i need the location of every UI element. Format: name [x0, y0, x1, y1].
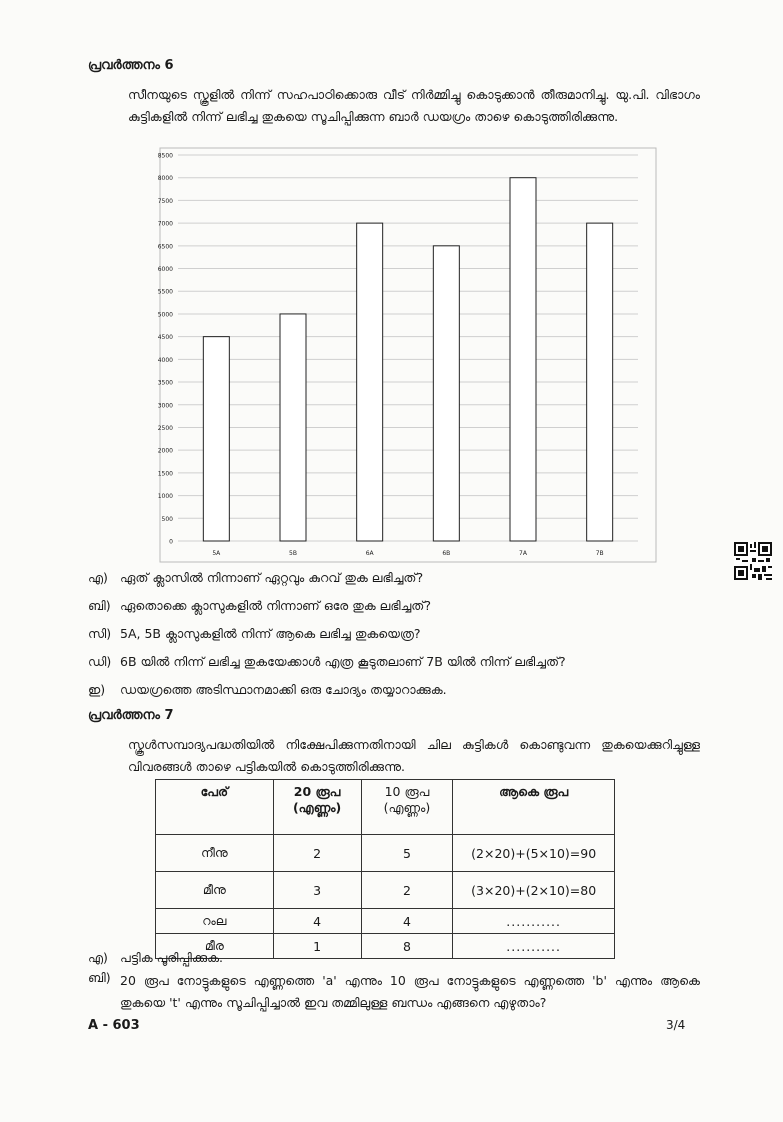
y-tick-label: 3500: [157, 379, 173, 387]
header-20-line2: (എണ്ണം): [292, 800, 342, 815]
question-label: ബി): [88, 970, 111, 985]
bar-7A: [510, 178, 536, 541]
x-tick-label: 7B: [595, 550, 604, 557]
y-tick-label: 4000: [157, 356, 173, 364]
question-label: ഇ): [88, 682, 106, 697]
y-tick-label: 1000: [157, 493, 173, 501]
x-tick-label: 6A: [365, 550, 374, 557]
cell-n10: 2: [361, 872, 453, 909]
y-tick-label: 6000: [157, 266, 173, 274]
activity-7-intro: സ്കൂൾസമ്പാദ്യപദ്ധതിയിൽ നിക്ഷേപിക്കുന്നതിനായി ചില കുട്ടികൾ കൊണ്ടുവന്ന തുകയെക്കുറിച്ചുള്ള വിവരങ്ങൾ താഴെ പട്ടികയിൽ കൊടുത്തിരിക്കുന്നു.: [128, 737, 700, 774]
header-10-line1: 10 രൂപ: [384, 784, 430, 799]
y-tick-label: 0: [169, 538, 173, 546]
cell-n20: 4: [273, 909, 361, 934]
y-tick-label: 8000: [157, 175, 173, 183]
bar-6B: [433, 246, 459, 541]
header-10-rupee: [361, 780, 453, 835]
question-6b: [88, 598, 431, 614]
y-tick-label: 2000: [157, 447, 173, 455]
table-row: [156, 909, 615, 934]
cell-name: നീനു: [156, 835, 274, 872]
cell-total: (3×20)+(2×10)=80: [453, 872, 615, 909]
cell-total-blank: ...........: [453, 934, 615, 959]
table-row: [156, 835, 615, 872]
header-total: ആകെ രൂപ: [453, 780, 615, 835]
question-6d: [88, 654, 566, 670]
question-text: ഡയഗ്രത്തെ അടിസ്ഥാനമാക്കി ഒരു ചോദ്യം തയ്യാറാക്കുക.: [120, 682, 447, 697]
question-text: പട്ടിക പൂരിപ്പിക്കുക.: [120, 950, 223, 965]
x-tick-label: 7A: [519, 550, 527, 557]
cell-n20: 1: [273, 934, 361, 959]
x-tick-label: 6B: [442, 550, 451, 557]
cell-n10: 5: [361, 835, 453, 872]
y-tick-label: 7500: [157, 197, 173, 205]
y-tick-label: 7000: [157, 220, 173, 228]
cell-total: (2×20)+(5×10)=90: [453, 835, 615, 872]
question-label: സി): [88, 626, 112, 641]
question-text: ഏതൊക്കെ ക്ലാസുകളിൽ നിന്നാണ് ഒരേ തുക ലഭിച്ചത്?: [120, 598, 431, 613]
cell-n20: 2: [273, 835, 361, 872]
paper-code: A - 603: [88, 1018, 140, 1033]
y-tick-label: 8500: [157, 152, 173, 160]
y-tick-label: 3000: [157, 402, 173, 410]
chart-frame: [157, 148, 656, 562]
question-label: എ): [88, 950, 108, 965]
question-6a: [88, 570, 423, 586]
cell-name: മീര: [156, 934, 274, 959]
bar-5B: [280, 314, 306, 541]
header-name: പേര്: [156, 780, 274, 835]
activity-7-heading: പ്രവർത്തനം 7: [88, 708, 174, 723]
cell-name: മീനു: [156, 872, 274, 909]
cell-name: റംല: [156, 909, 274, 934]
cell-n10: 4: [361, 909, 453, 934]
question-7b: [88, 970, 700, 1014]
y-tick-label: 5000: [157, 311, 173, 319]
question-text: 5A, 5B ക്ലാസുകളിൽ നിന്ന് ആകെ ലഭിച്ച തുകയെത്ര?: [120, 626, 421, 641]
question-label: എ): [88, 570, 108, 585]
y-tick-label: 500: [161, 515, 173, 523]
cell-n10: 8: [361, 934, 453, 959]
x-tick-label: 5A: [212, 550, 221, 557]
y-tick-label: 4500: [157, 334, 173, 342]
x-tick-label: 5B: [289, 550, 297, 557]
question-text: 6B യിൽ നിന്ന് ലഭിച്ച തുകയേക്കാൾ എത്ര കൂടുതലാണ് 7B യിൽ നിന്ന് ലഭിച്ചത്?: [120, 654, 566, 669]
y-tick-label: 6500: [157, 243, 173, 251]
question-6e: [88, 682, 447, 698]
qr-code: [734, 542, 772, 580]
cell-total-blank: ...........: [453, 909, 615, 934]
table-row: [156, 934, 615, 959]
header-10-line2: (എണ്ണം): [383, 800, 431, 815]
question-label: ബി): [88, 598, 111, 613]
cell-n20: 3: [273, 872, 361, 909]
bar-7B: [587, 223, 613, 541]
header-20-rupee: [273, 780, 361, 835]
bar-chart: [130, 145, 660, 565]
y-tick-label: 5500: [157, 288, 173, 296]
bar-5A: [203, 337, 229, 541]
activity-6-heading: പ്രവർത്തനം 6: [88, 58, 174, 73]
question-7a: [88, 950, 223, 966]
question-text: ഏത് ക്ലാസിൽ നിന്നാണ് ഏറ്റവും കുറവ് തുക ലഭിച്ചത്?: [120, 570, 424, 585]
header-20-line1: 20 രൂപ: [293, 784, 341, 799]
table-header-row: [156, 780, 615, 835]
question-label: ഡി): [88, 654, 112, 669]
bar-6A: [357, 223, 383, 541]
savings-table: [155, 779, 615, 959]
activity-6-intro: സീനയുടെ സ്കൂളിൽ നിന്ന് സഹപാഠിക്കൊരു വീട് നിർമ്മിച്ചു കൊടുക്കാൻ തീരുമാനിച്ചു. യു.പി. വിഭാഗം കുട്ടികളിൽ നിന്ന് ലഭിച്ച തുകയെ സൂചിപ്പിക്കുന്ന ബാർ ഡയഗ്രം താഴെ കൊടുത്തിരിക്കുന്നു.: [128, 87, 700, 124]
y-tick-label: 2500: [157, 424, 173, 432]
page-number: 3/4: [666, 1018, 686, 1032]
table-row: [156, 872, 615, 909]
y-tick-label: 1500: [157, 470, 173, 478]
question-text: 20 രൂപ നോട്ടുകളുടെ എണ്ണത്തെ 'a' എന്നും 10 രൂപ നോട്ടുകളുടെ എണ്ണത്തെ 'b' എന്നും ആകെ തുകയെ 't' എന്നും സൂചിപ്പിച്ചാൽ ഇവ തമ്മിലുള്ള ബന്ധം എങ്ങനെ എഴുതാം?: [120, 973, 700, 1010]
question-6c: [88, 626, 420, 642]
